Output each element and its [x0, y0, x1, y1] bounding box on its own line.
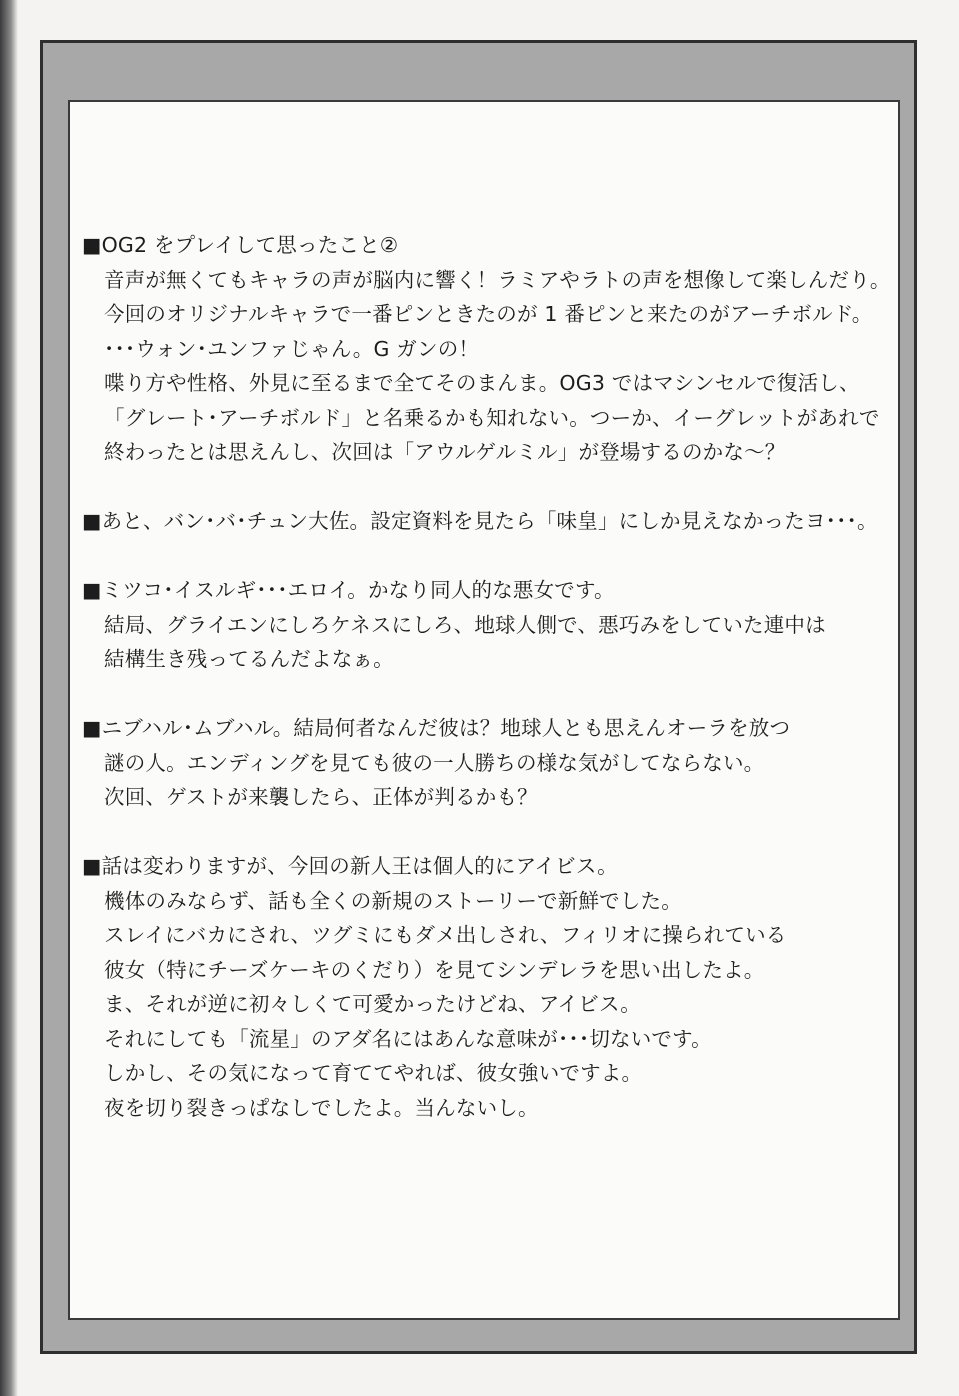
text-line: 結局、グライエンにしろケネスにしろ、地球人側で、悪巧みをしていた連中は	[104, 612, 826, 637]
section-heading: ■ミツコ･イスルギ･･･エロイ。かなり同人的な悪女です。	[82, 578, 615, 602]
text-line: それにしても「流星」のアダ名にはあんな意味が･･･切ないです。	[104, 1026, 712, 1051]
text-line: スレイにバカにされ、ツグミにもダメ出しされ、フィリオに操られている	[104, 923, 787, 947]
section-og2-impressions	[82, 228, 892, 470]
section-heading: ■OG2 をプレイして思ったこと②	[82, 233, 399, 257]
section-ban-ba-chun	[82, 504, 892, 539]
text-line: 夜を切り裂きっぱなしでしたよ。当んないし。	[104, 1095, 539, 1120]
section-heading: ■話は変わりますが、今回の新人王は個人的にアイビス。	[82, 854, 618, 878]
text-line: 彼女（特にチーズケーキのくだり）を見てシンデレラを思い出したよ。	[104, 957, 765, 982]
text-line: 音声が無くてもキャラの声が脳内に響く！ラミアやラトの声を想像して楽しんだり。	[104, 267, 891, 292]
page-edge-shadow	[0, 0, 18, 1396]
section-nibuharu	[82, 711, 892, 815]
text-line: 「グレート･アーチボルド」と名乗るかも知れない。つーか、イーグレットがあれで	[104, 405, 880, 430]
text-line: 結構生き残ってるんだよなぁ。	[104, 647, 394, 671]
text-line: 謎の人。エンディングを見ても彼の一人勝ちの様な気がしてならない。	[104, 750, 765, 775]
text-line: 終わったとは思えんし、次回は「アウルゲルミル」が登場するのかな～？	[104, 440, 786, 464]
section-mitsuko	[82, 573, 892, 677]
section-ibis	[82, 849, 892, 1125]
text-line: 喋り方や性格、外見に至るまで全てそのまんま。OG3 ではマシンセルで復活し、	[104, 371, 860, 395]
text-line: 今回のオリジナルキャラで一番ピンときたのが 1 番ピンと来たのがアーチボルド。	[104, 302, 873, 326]
text-line: ま、それが逆に初々しくて可愛かったけどね、アイビス。	[104, 992, 641, 1016]
section-heading: ■ニブハル･ムブハル。結局何者なんだ彼は？地球人とも思えんオーラを放つ	[82, 716, 791, 740]
text-line: 次回、ゲストが来襲したら、正体が判るかも？	[104, 785, 538, 809]
section-heading: ■あと、バン･バ･チュン大佐。設定資料を見たら「味皇」にしか見えなかったヨ･･･。	[82, 509, 878, 533]
text-line: しかし、その気になって育ててやれば、彼女強いですよ。	[104, 1061, 643, 1085]
text-line: 機体のみならず、話も全くの新規のストーリーで新鮮でした。	[104, 888, 682, 913]
text-line: ･･･ウォン･ユンファじゃん。G ガンの！	[104, 336, 480, 361]
text-block	[82, 228, 892, 1160]
